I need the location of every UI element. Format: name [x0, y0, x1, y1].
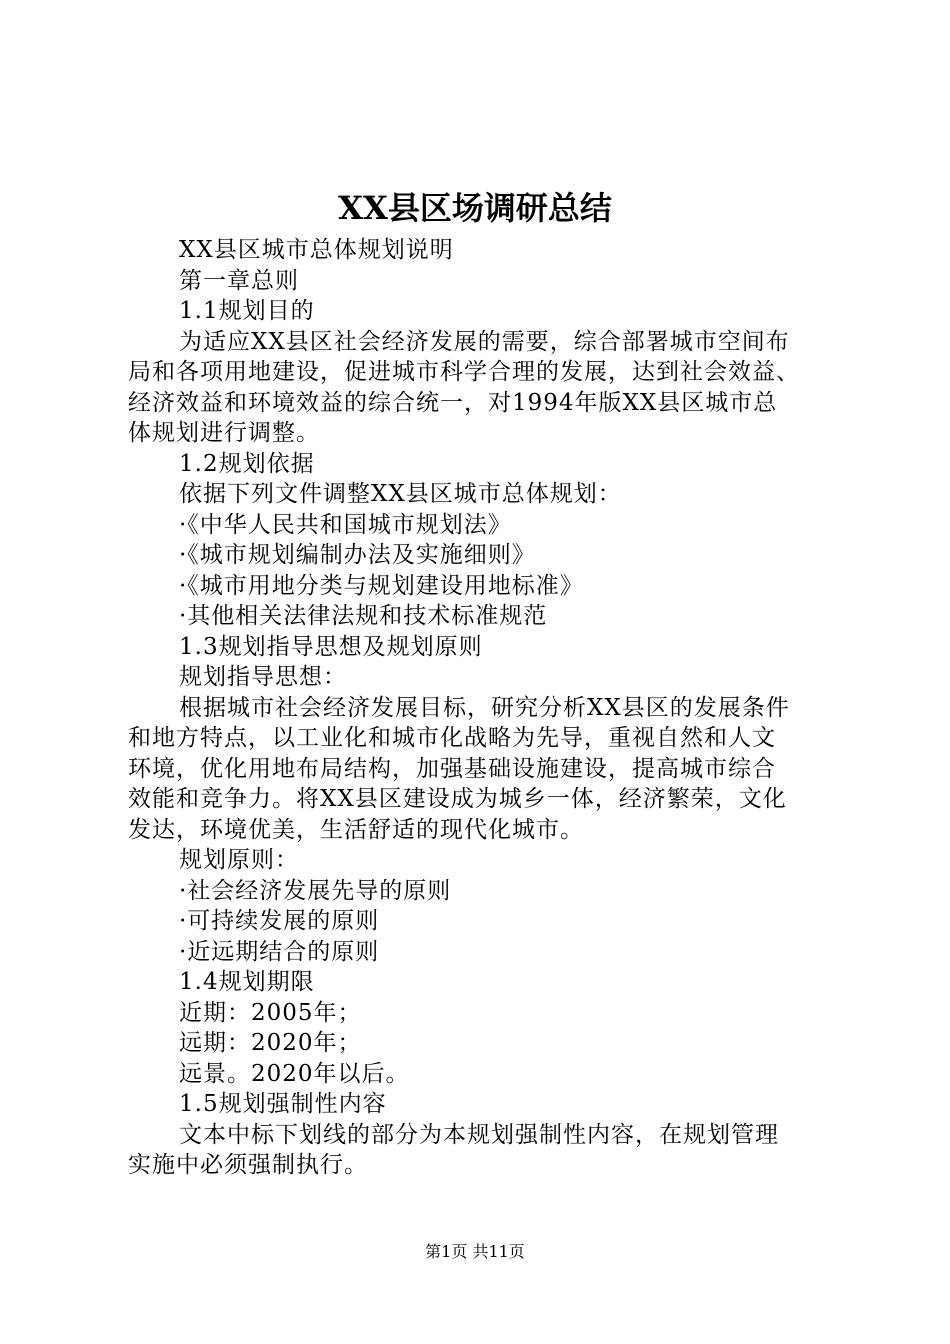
paragraph-line: 发达，环境优美，生活舒适的现代化城市。 [128, 816, 584, 843]
paragraph-line: 和地方特点，以工业化和城市化战略为先导，重视自然和人文 [128, 725, 776, 751]
paragraph-line: ·《中华人民共和国城市规划法》 [179, 511, 512, 538]
paragraph-line: 近期：2005年； [179, 999, 362, 1026]
paragraph-line: 效能和竞争力。将XX县区建设成为城乡一体，经济繁荣，文化 [128, 786, 787, 812]
document-body [128, 235, 838, 1181]
paragraph-line: XX县区城市总体规划说明 [179, 237, 454, 263]
paragraph-line: 1.5规划强制性内容 [179, 1091, 387, 1117]
paragraph-line: 1.3规划指导思想及规划原则 [179, 633, 483, 660]
paragraph-line: 1.4规划期限 [179, 969, 315, 995]
paragraph-line: 第一章总则 [179, 267, 299, 294]
paragraph-line: 根据城市社会经济发展目标，研究分析XX县区的发展条件 [179, 694, 790, 721]
paragraph-line: ·《城市规划编制办法及实施细则》 [179, 542, 536, 568]
document-title: XX县区场调研总结 [338, 189, 612, 227]
paragraph-line: ·社会经济发展先导的原则 [179, 877, 452, 904]
paragraph-line: 环境，优化用地布局结构，加强基础设施建设，提高城市综合 [128, 755, 776, 782]
paragraph-line: 为适应XX县区社会经济发展的需要，综合部署城市空间布 [179, 328, 790, 355]
paragraph-line: 1.2规划依据 [179, 450, 315, 477]
paragraph-line: 局和各项用地建设，促进城市科学合理的发展，达到社会效益、 [128, 359, 800, 385]
paragraph-line: 规划原则： [179, 847, 299, 873]
page-footer: 第1页 共11页 [425, 1242, 525, 1261]
paragraph-line: 远景。2020年以后。 [179, 1060, 410, 1087]
paragraph-line: 依据下列文件调整XX县区城市总体规划： [179, 481, 622, 507]
paragraph-line: 经济效益和环境效益的综合统一，对1994年版XX县区城市总 [128, 389, 778, 416]
paragraph-line: ·《城市用地分类与规划建设用地标准》 [179, 572, 584, 599]
paragraph-line: 实施中必须强制执行。 [128, 1152, 368, 1178]
paragraph-line: ·其他相关法律法规和技术标准规范 [179, 603, 548, 629]
paragraph-line: 文本中标下划线的部分为本规划强制性内容，在规划管理 [179, 1121, 779, 1148]
paragraph-line: 规划指导思想： [179, 664, 347, 690]
paragraph-line: 体规划进行调整。 [128, 420, 320, 446]
paragraph-line: ·近远期结合的原则 [179, 938, 380, 965]
paragraph-line: ·可持续发展的原则 [179, 908, 380, 934]
paragraph-line: 1.1规划目的 [179, 298, 315, 324]
paragraph-line: 远期：2020年； [179, 1030, 362, 1056]
